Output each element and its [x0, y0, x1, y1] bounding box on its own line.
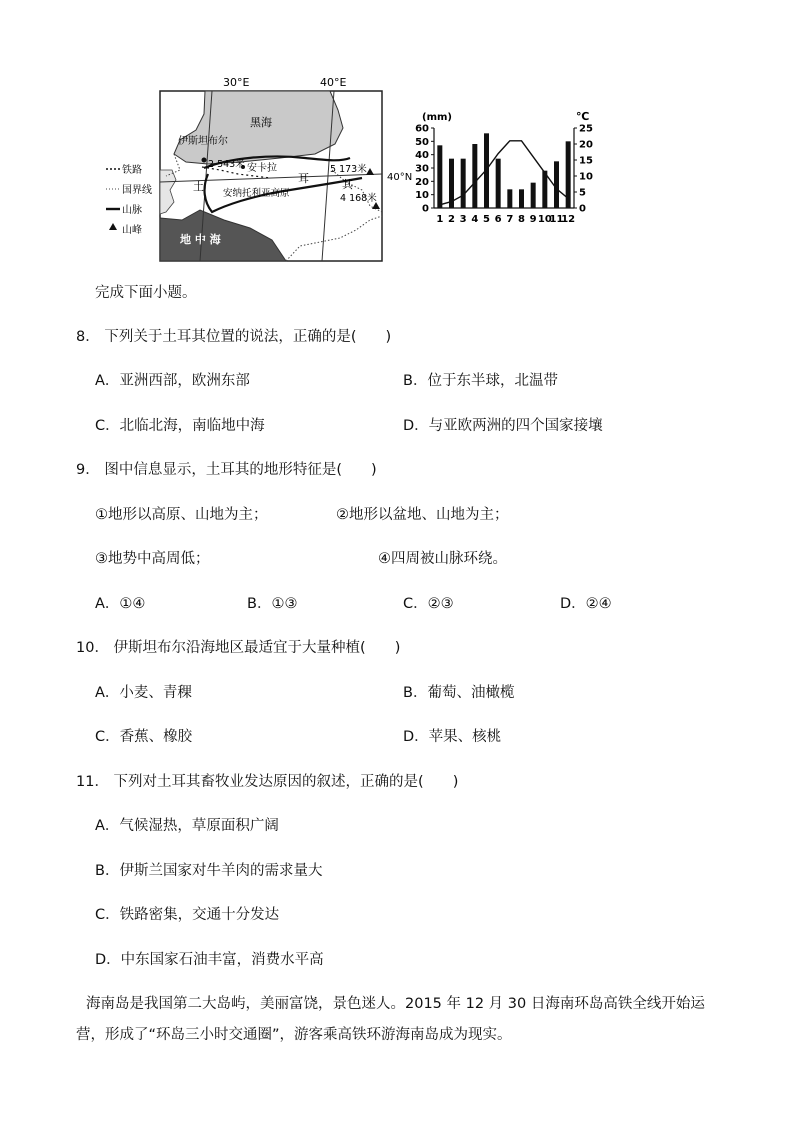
- country-char-1: 土: [193, 180, 204, 193]
- chart-right-tick-label: 20: [579, 139, 593, 151]
- q9-stem: 9． 图中信息显示，土耳其的地形特征是( ): [76, 462, 377, 478]
- chart-left-tick-label: 30: [415, 163, 429, 175]
- legend-peak-icon: [109, 223, 117, 230]
- lon-40-label: 40°E: [320, 76, 347, 89]
- precipitation-bar: [554, 161, 559, 208]
- q11-stem: 11． 下列对土耳其畜牧业发达原因的叙述，正确的是( ): [76, 774, 459, 790]
- passage-line-2: 营，形成了“环岛三小时交通圈”，游客乘高铁环游海南岛成为现实。: [76, 1027, 512, 1043]
- legend-peak-label: 山峰: [122, 225, 142, 236]
- precipitation-bar: [531, 183, 536, 208]
- month-label: 4: [471, 214, 479, 225]
- q9-option-b: B．①③: [247, 596, 298, 612]
- month-label: 9: [529, 214, 537, 225]
- chart-left-tick-label: 50: [415, 136, 429, 148]
- q11-option-a: A．气候湿热，草原面积广阔: [95, 818, 279, 834]
- chart-right-unit: ℃: [576, 110, 590, 123]
- q10-option-a: A．小麦、青稞: [95, 685, 192, 701]
- q9-statement-3: ③地势中高周低；: [95, 551, 210, 567]
- q10-option-d: D．苹果、核桃: [403, 729, 502, 745]
- legend-railway-label: 铁路: [122, 165, 142, 176]
- chart-right-tick-label: 10: [579, 171, 593, 183]
- month-label: 12: [561, 214, 576, 225]
- plateau-label: 安纳托利亚高原: [223, 188, 290, 199]
- month-label: 7: [506, 214, 514, 225]
- lat-40-label: 40°N: [387, 172, 413, 183]
- chart-right-tick-label: 25: [579, 123, 593, 135]
- chart-right-tick-label: 0: [579, 203, 586, 215]
- q9-statement-1: ①地形以高原、山地为主；: [95, 507, 268, 523]
- q9-option-c: C．②③: [403, 596, 454, 612]
- peak-5173-label: 5 173米: [330, 164, 367, 175]
- country-char-3: 其: [342, 178, 353, 191]
- chart-left-tick-label: 0: [422, 203, 429, 215]
- q11-option-d: D．中东国家石油丰富，消费水平高: [95, 952, 324, 968]
- precipitation-bar: [461, 159, 466, 208]
- q9-statement-4: ④四周被山脉环绕。: [378, 551, 507, 567]
- precipitation-bar: [507, 189, 512, 208]
- month-label: 8: [518, 214, 525, 225]
- month-label: 3: [459, 214, 467, 225]
- chart-left-tick-label: 60: [415, 123, 429, 135]
- chart-right-tick-label: 15: [579, 155, 593, 167]
- climate-chart: [408, 108, 598, 233]
- chart-left-tick-label: 40: [415, 150, 429, 162]
- q8-option-b: B．位于东半球，北温带: [403, 373, 558, 389]
- month-label: 2: [448, 214, 455, 225]
- istanbul-dot: [202, 158, 207, 163]
- q10-option-b: B．葡萄、油橄榄: [403, 685, 515, 701]
- month-label: 11: [549, 214, 564, 225]
- peak-4168-label: 4 168米: [340, 193, 377, 204]
- q10-option-c: C．香蕉、橡胶: [95, 729, 193, 745]
- intro-text: 完成下面小题。: [95, 285, 197, 301]
- chart-right-tick-label: 5: [579, 187, 586, 199]
- q8-option-a: A．亚洲西部，欧洲东部: [95, 373, 250, 389]
- q11-option-c: C．铁路密集，交通十分发达: [95, 907, 280, 923]
- istanbul-label: 伊斯坦布尔: [178, 136, 228, 147]
- q8-stem: 8． 下列关于土耳其位置的说法，正确的是( ): [76, 329, 392, 345]
- month-label: 5: [483, 214, 490, 225]
- precipitation-bar: [437, 145, 442, 208]
- legend-range-label: 山脉: [122, 205, 142, 216]
- lon-30-label: 30°E: [223, 76, 250, 89]
- country-char-2: 耳: [298, 172, 309, 185]
- chart-plot-area: [415, 124, 593, 226]
- ankara-label: 安卡拉: [247, 163, 277, 174]
- legend-border-label: 国界线: [122, 185, 152, 196]
- q8-option-d: D．与亚欧两洲的四个国家接壤: [403, 418, 603, 434]
- q8-option-c: C．北临北海，南临地中海: [95, 418, 265, 434]
- q9-option-d: D．②④: [560, 596, 612, 612]
- mediterranean-label: 地 中 海: [180, 233, 221, 246]
- map-legend: [102, 155, 158, 245]
- black-sea-label: 黑海: [250, 116, 272, 129]
- chart-left-tick-label: 20: [415, 176, 429, 188]
- chart-left-tick-label: 10: [415, 190, 429, 202]
- q11-option-b: B．伊斯兰国家对牛羊肉的需求量大: [95, 863, 323, 879]
- month-label: 1: [436, 214, 444, 225]
- month-label: 10: [537, 214, 552, 225]
- temperature-line: [440, 141, 568, 205]
- passage-line-1: 海南岛是我国第二大岛屿，美丽富饶，景色迷人。2015 年 12 月 30 日海南环岛高铁全线开始运: [86, 996, 705, 1012]
- q9-option-a: A．①④: [95, 596, 146, 612]
- precipitation-bar: [472, 144, 477, 208]
- peak-2543-label: 2 543米: [208, 159, 245, 170]
- month-label: 6: [494, 214, 502, 225]
- q10-stem: 10． 伊斯坦布尔沿海地区最适宜于大量种植( ): [76, 640, 401, 656]
- q9-statement-2: ②地形以盆地、山地为主；: [336, 507, 509, 523]
- precipitation-bar: [496, 159, 501, 208]
- chart-left-unit: (mm): [422, 112, 452, 123]
- precipitation-bar: [519, 189, 524, 208]
